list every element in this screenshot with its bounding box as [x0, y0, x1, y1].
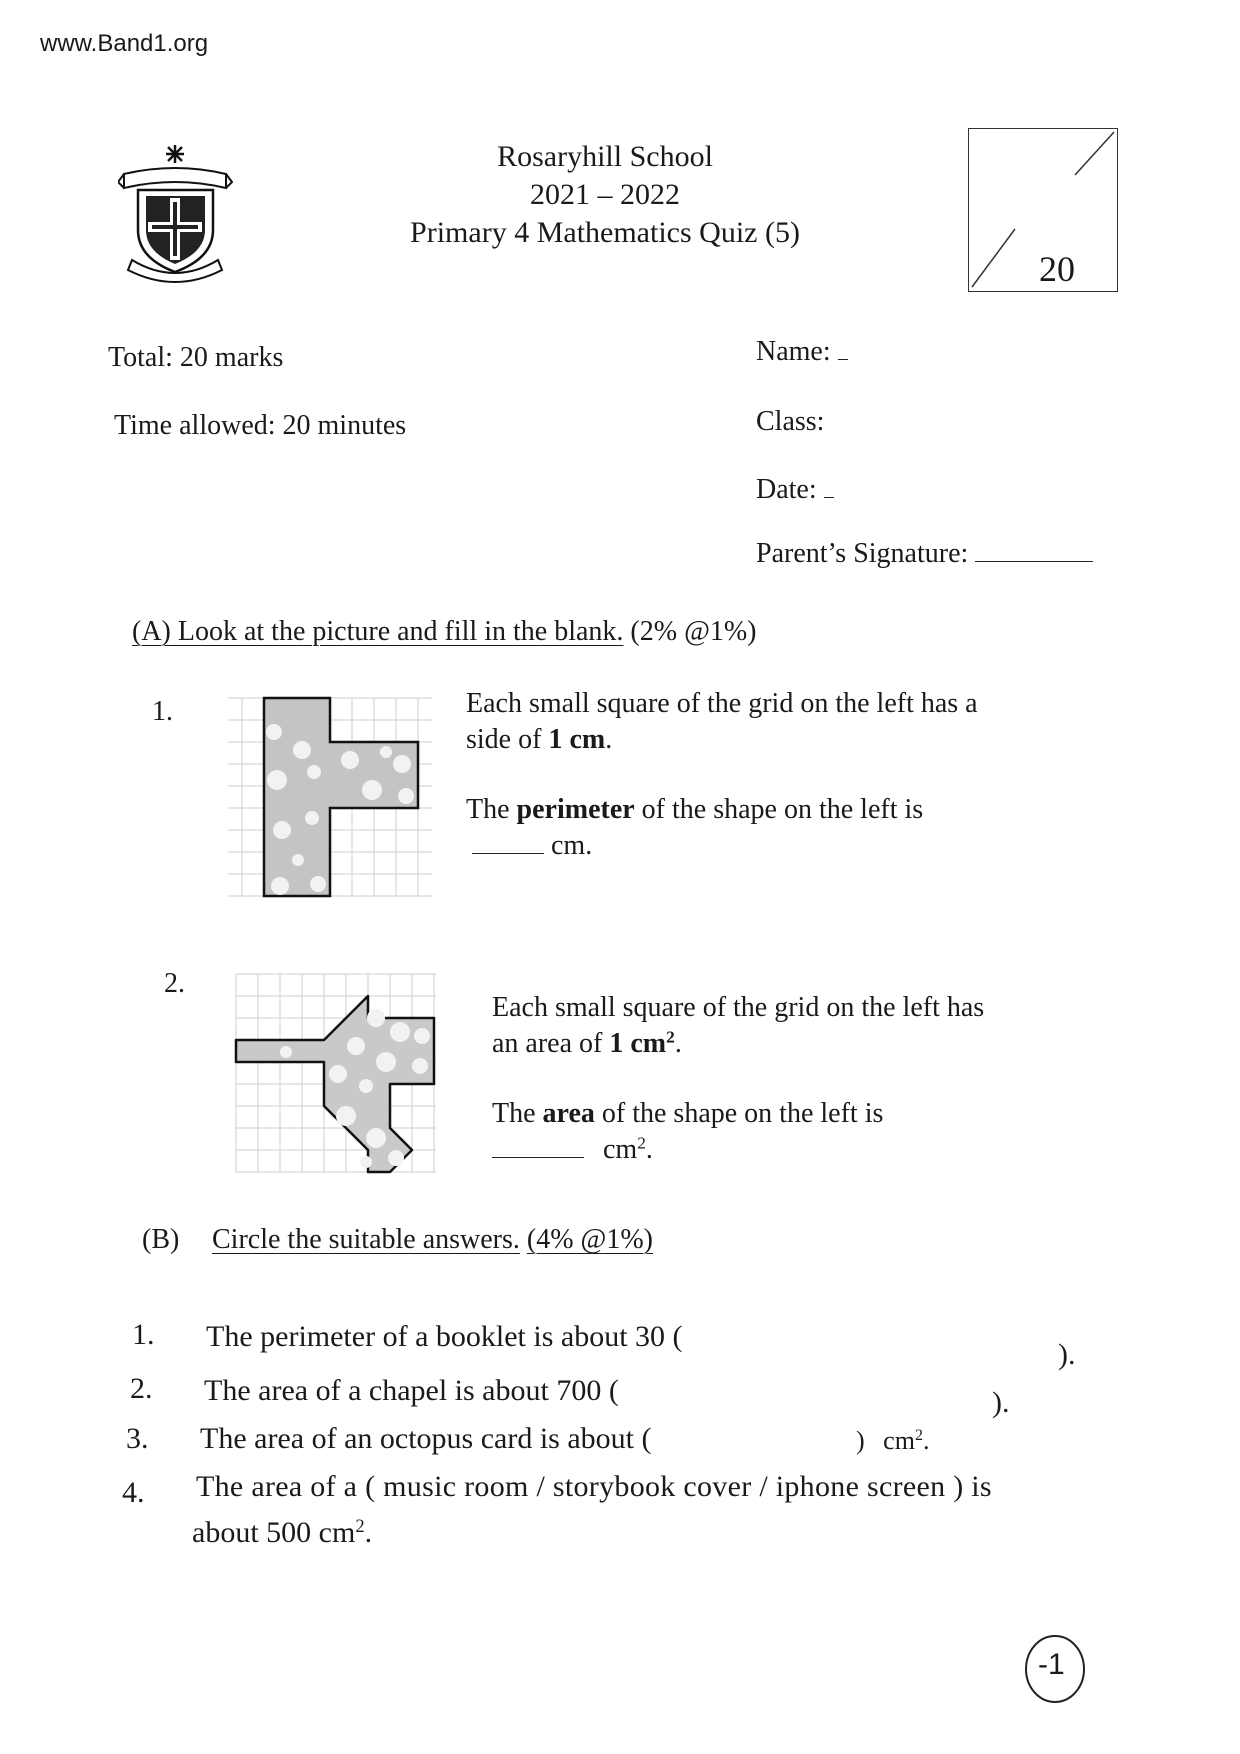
b3-close: ) [856, 1426, 865, 1455]
quiz-title: Primary 4 Mathematics Quiz (5) [410, 216, 800, 249]
section-a-heading [132, 618, 757, 646]
watermark-text: www.Band1.org [40, 30, 209, 57]
a1-grid-shape [222, 690, 442, 902]
a2-unit-area-sup: 2 [666, 1027, 675, 1047]
school-crest-icon [118, 140, 233, 285]
a2-line3 [492, 1100, 883, 1128]
a1-line1: Each small square of the grid on the left has a [466, 688, 978, 719]
school-year: 2021 – 2022 [530, 178, 680, 211]
class-label: Class: [756, 406, 825, 437]
a2-unit: cm [603, 1134, 638, 1165]
section-b-heading [212, 1226, 653, 1254]
section-b-marks: (4% @1%) [526, 1224, 653, 1255]
a1-figure [222, 690, 442, 907]
a2-line3-pre: The [492, 1098, 543, 1129]
class-field[interactable] [756, 408, 824, 436]
name-label: Name: [756, 336, 831, 367]
section-b-label: (B) [142, 1224, 180, 1255]
b3-unit-sup: 2 [914, 1427, 923, 1445]
name-blank[interactable] [838, 359, 848, 360]
section-a-marks: (2% @1%) [630, 616, 757, 647]
section-a-title: (A) Look at the picture and fill in the blank. [132, 616, 624, 647]
a2-number: 2. [164, 968, 185, 999]
section-b-title: Circle the suitable answers. [212, 1224, 520, 1255]
a1-line3 [466, 796, 923, 824]
b3-unit: cm [883, 1426, 915, 1455]
page-mark-text: -1 [1038, 1648, 1065, 1681]
school-logo [118, 140, 233, 285]
b4-number: 4. [122, 1476, 145, 1509]
b2-close: ). [992, 1386, 1010, 1419]
b1-close: ). [1058, 1338, 1076, 1371]
a1-unit: cm. [551, 830, 593, 861]
a1-line2-pre: side of [466, 724, 549, 755]
a2-unit-area: 1 cm [609, 1028, 667, 1059]
b4-line2-text: about 500 cm [192, 1516, 356, 1549]
b4-line2-post: . [364, 1516, 373, 1549]
a1-number: 1. [152, 696, 173, 727]
signature-label: Parent’s Signature: [756, 538, 969, 569]
b3-close-unit [856, 1428, 930, 1454]
a2-figure [226, 966, 446, 1183]
a2-line1: Each small square of the grid on the left has [492, 992, 985, 1023]
a2-answer-row [492, 1133, 653, 1165]
page-mark [1022, 1632, 1088, 1706]
b4-text[interactable]: The area of a ( music room / storybook cover / iphone screen ) is [196, 1470, 992, 1503]
a2-keyword-area: area [542, 1098, 595, 1129]
a2-line3-post: of the shape on the left is [594, 1098, 884, 1129]
a2-answer-blank[interactable] [492, 1157, 584, 1158]
b2-number: 2. [130, 1372, 153, 1405]
signature-field[interactable] [756, 540, 1093, 568]
score-box [968, 128, 1118, 292]
a1-line2-post: . [605, 724, 613, 755]
a1-keyword-perimeter: perimeter [516, 794, 635, 825]
b4-line2-sup: 2 [355, 1515, 365, 1537]
date-blank[interactable] [824, 497, 834, 498]
score-total: 20 [1039, 249, 1075, 289]
a1-line3-pre: The [466, 794, 517, 825]
a1-side-length: 1 cm [548, 724, 606, 755]
a1-line3-post: of the shape on the left is [634, 794, 924, 825]
date-field[interactable] [756, 476, 834, 504]
school-name: Rosaryhill School [497, 140, 713, 173]
date-label: Date: [756, 474, 817, 505]
a2-grid-shape [226, 966, 446, 1178]
a2-line2-post: . [674, 1028, 682, 1059]
a2-line2 [492, 1027, 682, 1059]
b1-text: The perimeter of a booklet is about 30 ( [206, 1320, 683, 1353]
time-allowed: Time allowed: 20 minutes [114, 410, 407, 441]
b3-text: The area of an octopus card is about ( [200, 1422, 652, 1455]
b2-text: The area of a chapel is about 700 ( [204, 1374, 619, 1407]
b3-unit-post: . [923, 1426, 930, 1455]
name-field[interactable] [756, 338, 848, 366]
signature-blank[interactable] [975, 561, 1093, 562]
b1-number: 1. [132, 1318, 155, 1351]
total-marks: Total: 20 marks [108, 342, 284, 373]
b3-number: 3. [126, 1422, 149, 1455]
a2-line2-pre: an area of [492, 1028, 610, 1059]
a1-answer-blank[interactable] [472, 853, 544, 854]
a1-answer-row [472, 832, 592, 860]
a1-line2 [466, 726, 612, 754]
b4-line2 [192, 1515, 373, 1549]
a2-unit-post: . [645, 1134, 653, 1165]
a2-unit-sup: 2 [637, 1133, 646, 1153]
